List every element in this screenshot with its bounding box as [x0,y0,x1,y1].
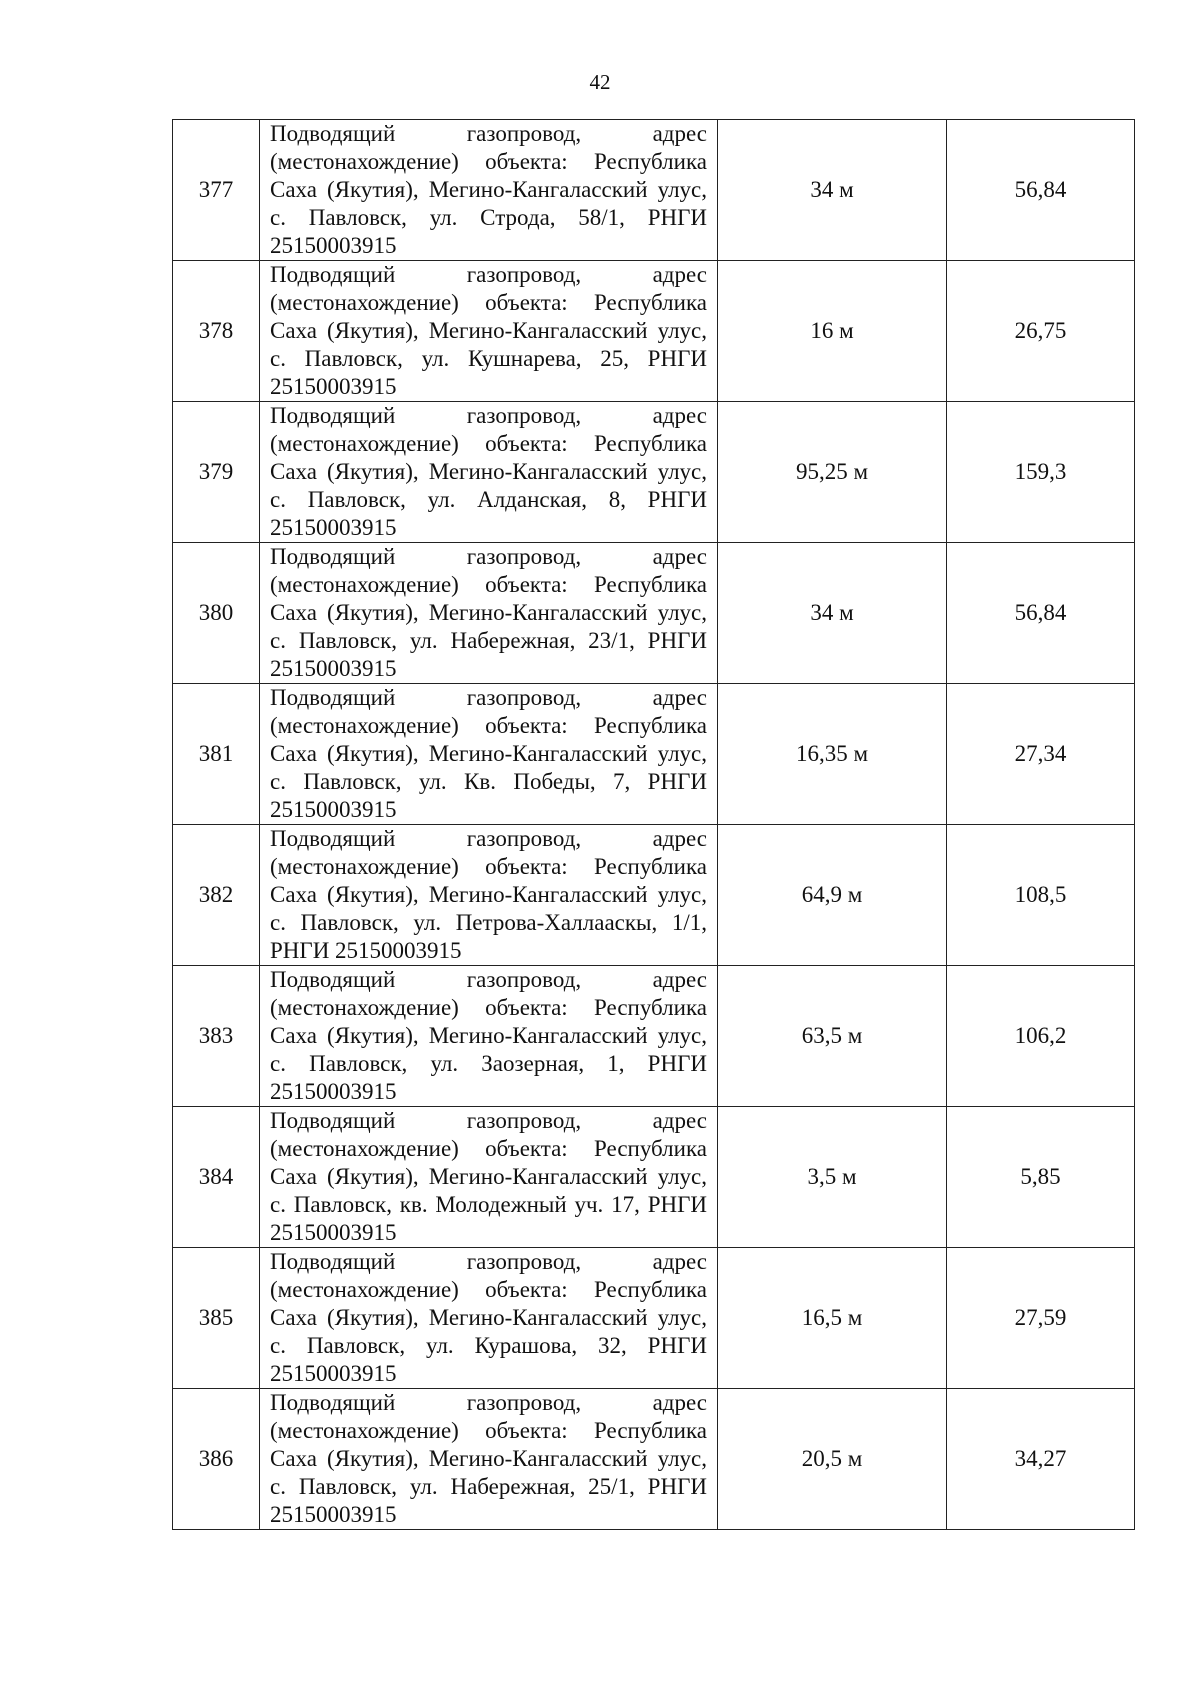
object-length: 63,5 м [718,966,947,1107]
object-length: 16,5 м [718,1248,947,1389]
object-description: Подводящий газопровод, адрес (местонахождение) объекта: Республика Саха (Якутия), Мегино-Кангаласский улус, с. Павловск, ул. Заозерная, 1, РНГИ 25150003915 [260,966,718,1107]
object-description: Подводящий газопровод, адрес (местонахождение) объекта: Республика Саха (Якутия), Мегино-Кангаласский улус, с. Павловск, ул. Кушнарева, 25, РНГИ 25150003915 [260,261,718,402]
object-description: Подводящий газопровод, адрес (местонахождение) объекта: Республика Саха (Якутия), Мегино-Кангаласский улус, с. Павловск, кв. Молодежный уч. 17, РНГИ 25150003915 [260,1107,718,1248]
table-row [173,825,1135,966]
table-row [173,543,1135,684]
object-value: 27,34 [947,684,1135,825]
object-length: 20,5 м [718,1389,947,1530]
table-row [173,684,1135,825]
object-value: 27,59 [947,1248,1135,1389]
object-description: Подводящий газопровод, адрес (местонахождение) объекта: Республика Саха (Якутия), Мегино-Кангаласский улус, с. Павловск, ул. Строда, 58/1, РНГИ 25150003915 [260,120,718,261]
registry-table [172,119,1135,1530]
object-value: 34,27 [947,1389,1135,1530]
object-description: Подводящий газопровод, адрес (местонахождение) объекта: Республика Саха (Якутия), Мегино-Кангаласский улус, с. Павловск, ул. Набережная, 23/1, РНГИ 25150003915 [260,543,718,684]
table-row [173,120,1135,261]
table-row [173,402,1135,543]
object-value: 106,2 [947,966,1135,1107]
table-row [173,966,1135,1107]
table-row [173,1107,1135,1248]
table-row [173,1389,1135,1530]
row-number: 379 [173,402,260,543]
row-number: 383 [173,966,260,1107]
object-length: 34 м [718,120,947,261]
object-length: 64,9 м [718,825,947,966]
object-value: 26,75 [947,261,1135,402]
object-length: 16,35 м [718,684,947,825]
object-length: 16 м [718,261,947,402]
row-number: 377 [173,120,260,261]
object-value: 108,5 [947,825,1135,966]
object-length: 34 м [718,543,947,684]
object-description: Подводящий газопровод, адрес (местонахождение) объекта: Республика Саха (Якутия), Мегино-Кангаласский улус, с. Павловск, ул. Набережная, 25/1, РНГИ 25150003915 [260,1389,718,1530]
row-number: 380 [173,543,260,684]
row-number: 384 [173,1107,260,1248]
object-value: 56,84 [947,120,1135,261]
page-number: 42 [589,70,611,94]
object-description: Подводящий газопровод, адрес (местонахождение) объекта: Республика Саха (Якутия), Мегино-Кангаласский улус, с. Павловск, ул. Кв. Победы, 7, РНГИ 25150003915 [260,684,718,825]
object-description: Подводящий газопровод, адрес (местонахождение) объекта: Республика Саха (Якутия), Мегино-Кангаласский улус, с. Павловск, ул. Петрова-Халлааскы, 1/1, РНГИ 25150003915 [260,825,718,966]
row-number: 382 [173,825,260,966]
row-number: 378 [173,261,260,402]
object-length: 95,25 м [718,402,947,543]
object-value: 5,85 [947,1107,1135,1248]
row-number: 386 [173,1389,260,1530]
row-number: 381 [173,684,260,825]
table-row [173,261,1135,402]
row-number: 385 [173,1248,260,1389]
table-row [173,1248,1135,1389]
object-length: 3,5 м [718,1107,947,1248]
object-description: Подводящий газопровод, адрес (местонахождение) объекта: Республика Саха (Якутия), Мегино-Кангаласский улус, с. Павловск, ул. Курашова, 32, РНГИ 25150003915 [260,1248,718,1389]
object-value: 159,3 [947,402,1135,543]
object-description: Подводящий газопровод, адрес (местонахождение) объекта: Республика Саха (Якутия), Мегино-Кангаласский улус, с. Павловск, ул. Алданская, 8, РНГИ 25150003915 [260,402,718,543]
object-value: 56,84 [947,543,1135,684]
